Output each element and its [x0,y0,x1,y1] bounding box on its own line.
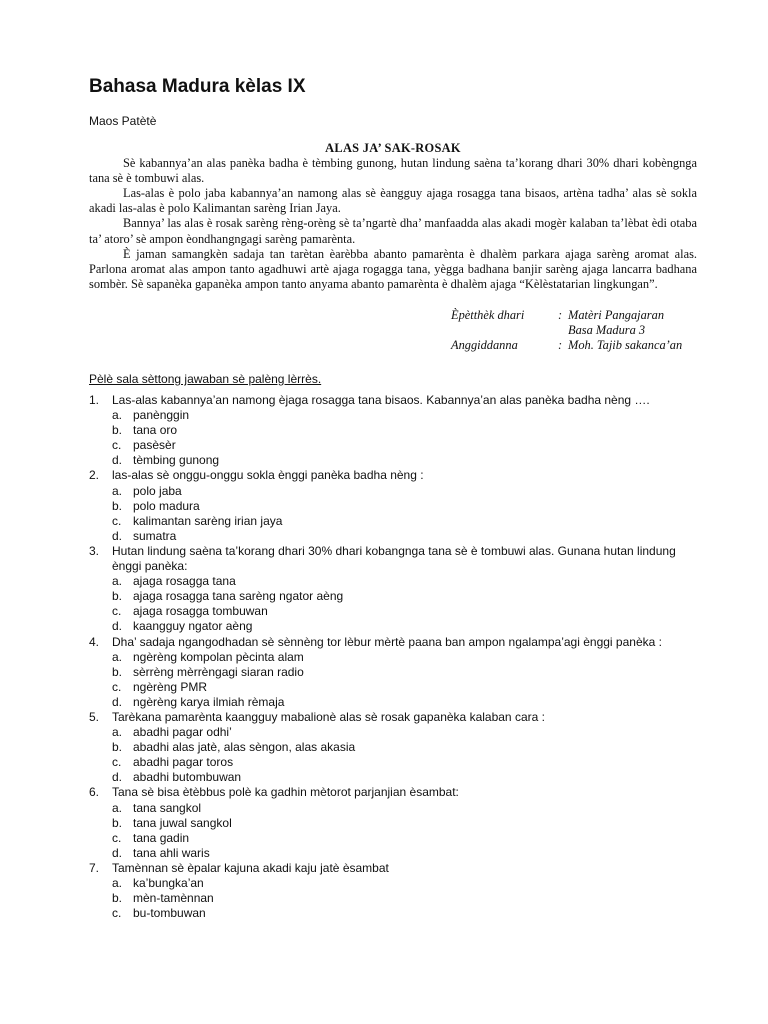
option-text: panènggin [133,408,190,423]
passage-heading: ALAS JA’ SAK-ROSAK [325,141,461,155]
answer-option [89,438,699,453]
answer-option [89,408,699,423]
option-letter: d. [112,770,123,785]
source-row [451,338,682,353]
option-text: abadhi alas jatè, alas sèngon, alas akasia [133,740,356,755]
option-letter: a. [112,483,123,498]
option-text: tana gadin [133,830,190,845]
answer-option [89,574,699,589]
option-text: polo jaba [133,483,182,498]
answer-option [89,770,699,785]
option-text: pasèsèr [133,438,176,453]
answer-option [89,453,699,468]
source-key: Anggiddanna [451,338,518,353]
quiz-instruction: Pèlè sala sèttong jawaban sè palèng lèrrès. [89,372,322,386]
question-item [89,393,699,468]
option-text: kaangguy ngator aèng [133,619,253,634]
option-text: mèn-tamènnan [133,891,214,906]
reading-passage [89,141,697,292]
answer-option [89,529,699,544]
answer-option [89,514,699,529]
answer-option [89,650,699,665]
source-value: Moh. Tajib sakanca’an [568,338,683,353]
option-letter: d. [112,845,123,860]
option-text: sèrrèng mèrrèngagi siaran radio [133,664,304,679]
option-text: tana ahli waris [133,845,210,860]
answer-option [89,680,699,695]
option-text: ajaga rosagga tombuwan [133,604,268,619]
option-letter: a. [112,649,123,664]
option-text: tana juwal sangkol [133,815,232,830]
option-letter: a. [112,725,123,740]
question-number: 2. [89,468,100,483]
answer-option [89,725,699,740]
option-text: tana sangkol [133,800,202,815]
option-letter: a. [112,408,123,423]
option-letter: c. [112,438,122,453]
option-text: ajaga rosagga tana [133,574,236,589]
option-letter: d. [112,453,123,468]
option-text: ngèrèng PMR [133,679,208,694]
question-row [89,710,699,725]
question-text: las-alas sè onggu-onggu sokla ènggi panèka badha nèng : [112,468,424,483]
option-letter: b. [112,498,123,513]
question-item [89,635,699,710]
option-text: ngèrèng kompolan pècinta alam [133,649,304,664]
option-letter: a. [112,574,123,589]
question-text: Tana sè bisa ètèbbus polè ka gadhin mètorot parjanjian èsambat: [112,785,459,800]
option-letter: d. [112,694,123,709]
source-key [451,323,558,338]
option-letter: a. [112,876,123,890]
question-row [89,635,699,650]
option-letter: b. [112,891,123,906]
question-item [89,785,699,860]
answer-option [89,816,699,831]
passage-source [451,308,682,354]
option-text: ka’bungka’an [133,876,204,890]
answer-option [89,423,699,438]
answer-option [89,876,699,891]
option-letter: d. [112,528,123,543]
answer-option [89,906,699,921]
answer-option [89,619,699,634]
option-letter: b. [112,664,123,679]
question-number: 6. [89,785,100,800]
answer-option [89,499,699,514]
question-number: 1. [89,393,100,407]
source-separator: : [558,308,563,322]
option-letter: b. [112,589,123,604]
passage-paragraph: Las-alas è polo jaba kabannya’an namong alas sè èangguy ajaga rosagga tana bisaos, artèna tadha’ alas sè sokla akadi las-alas è polo Kalimantan sarèng Irian Jaya. [89,186,697,216]
option-letter: c. [112,906,122,921]
answer-option [89,846,699,861]
option-letter: c. [112,513,122,528]
answer-option [89,801,699,816]
source-row [451,323,682,338]
answer-option [89,695,699,710]
answer-option [89,484,699,499]
source-separator [558,323,568,338]
option-letter: c. [112,604,122,619]
answer-option [89,755,699,770]
source-value: Matèri Pangajaran [568,308,665,322]
passage-paragraph: Bannya’ las alas è rosak sarèng rèng-orèng sè ta’ngartè dha’ manfaadda alas akadi mogèr kalaban ta’lèbat èdi otaba ta’ atoro’ sè ampon èondhangngagi sarèng pamarènta. [89,216,697,246]
option-text: abadhi pagar odhi’ [133,725,232,740]
option-text: polo madura [133,498,200,513]
option-letter: a. [112,800,123,815]
question-text: Tarèkana pamarènta kaangguy mabalionè alas sè rosak gapanèka kalaban cara : [112,709,545,724]
option-text: tèmbing gunong [133,453,220,468]
option-text: kalimantan sarèng irian jaya [133,513,283,528]
option-text: abadhi pagar toros [133,755,234,770]
source-key: Èpètthèk dhari [451,308,525,322]
passage-paragraph: È jaman samangkèn sadaja tan tarètan èarèbba abanto pamarènta è dhalèm parkara ajaga sarèng aromat alas. Parlona aromat alas ampon tanto agadhuwi artè ajaga rogagga tana, yègga badhana banjir sarèng ajaga lancarra badhana sombèr. Sè sapanèka gapanèka ampon tanto anyama abanto pamarènta è dhalèm ajaga “Kèlèstatarian lingkungan”. [89,246,697,291]
question-text: Hutan lindung saèna ta’korang dhari 30% dhari kobangnga tana sè è tombuwi alas. Gunana hutan lindung ènggi panèka: [112,543,676,574]
question-item [89,861,699,921]
option-text: abadhi butombuwan [133,770,242,785]
question-row [89,544,699,574]
question-row [89,861,699,876]
document-subtitle: Maos Patètè [89,114,157,128]
question-item [89,468,699,543]
option-letter: c. [112,755,122,770]
question-row [89,393,699,408]
passage-paragraph: Sè kabannya’an alas panèka badha è tèmbing gunong, hutan lindung saèna ta’korang dhari 30% dhari kobèngnga tana sè è tombuwi alas. [89,156,697,186]
document-title: Bahasa Madura kèlas IX [89,76,306,97]
option-letter: b. [112,740,123,755]
question-text: Dha’ sadaja ngangodhadan sè sènnèng tor lèbur mèrtè paana ban ampon ngalampa’agi ènggi panèka : [112,634,662,649]
answer-option [89,589,699,604]
option-text: sumatra [133,528,177,543]
quiz-questions [89,393,699,921]
option-letter: c. [112,679,122,694]
option-letter: d. [112,619,123,634]
answer-option [89,665,699,680]
option-letter: b. [112,423,123,438]
question-number: 7. [89,860,100,875]
source-row [451,308,682,323]
source-separator: : [558,338,563,353]
option-letter: b. [112,815,123,830]
source-value: Basa Madura 3 [568,323,646,338]
question-number: 3. [89,543,100,558]
option-text: ngèrèng karya ilmiah rèmaja [133,694,285,709]
question-row [89,785,699,800]
question-text: Las-alas kabannya’an namong èjaga rosagga tana bisaos. Kabannya’an alas panèka badha nèng …. [112,393,650,407]
option-letter: c. [112,830,122,845]
answer-option [89,604,699,619]
question-number: 4. [89,634,100,649]
option-text: tana oro [133,423,178,438]
question-number: 5. [89,709,100,724]
question-item [89,544,699,635]
answer-option [89,740,699,755]
answer-option [89,831,699,846]
answer-option [89,891,699,906]
option-text: bu-tombuwan [133,906,206,921]
question-text: Tamènnan sè èpalar kajuna akadi kaju jatè èsambat [112,860,389,875]
question-item [89,710,699,785]
question-row [89,468,699,483]
option-text: ajaga rosagga tana sarèng ngator aèng [133,589,344,604]
